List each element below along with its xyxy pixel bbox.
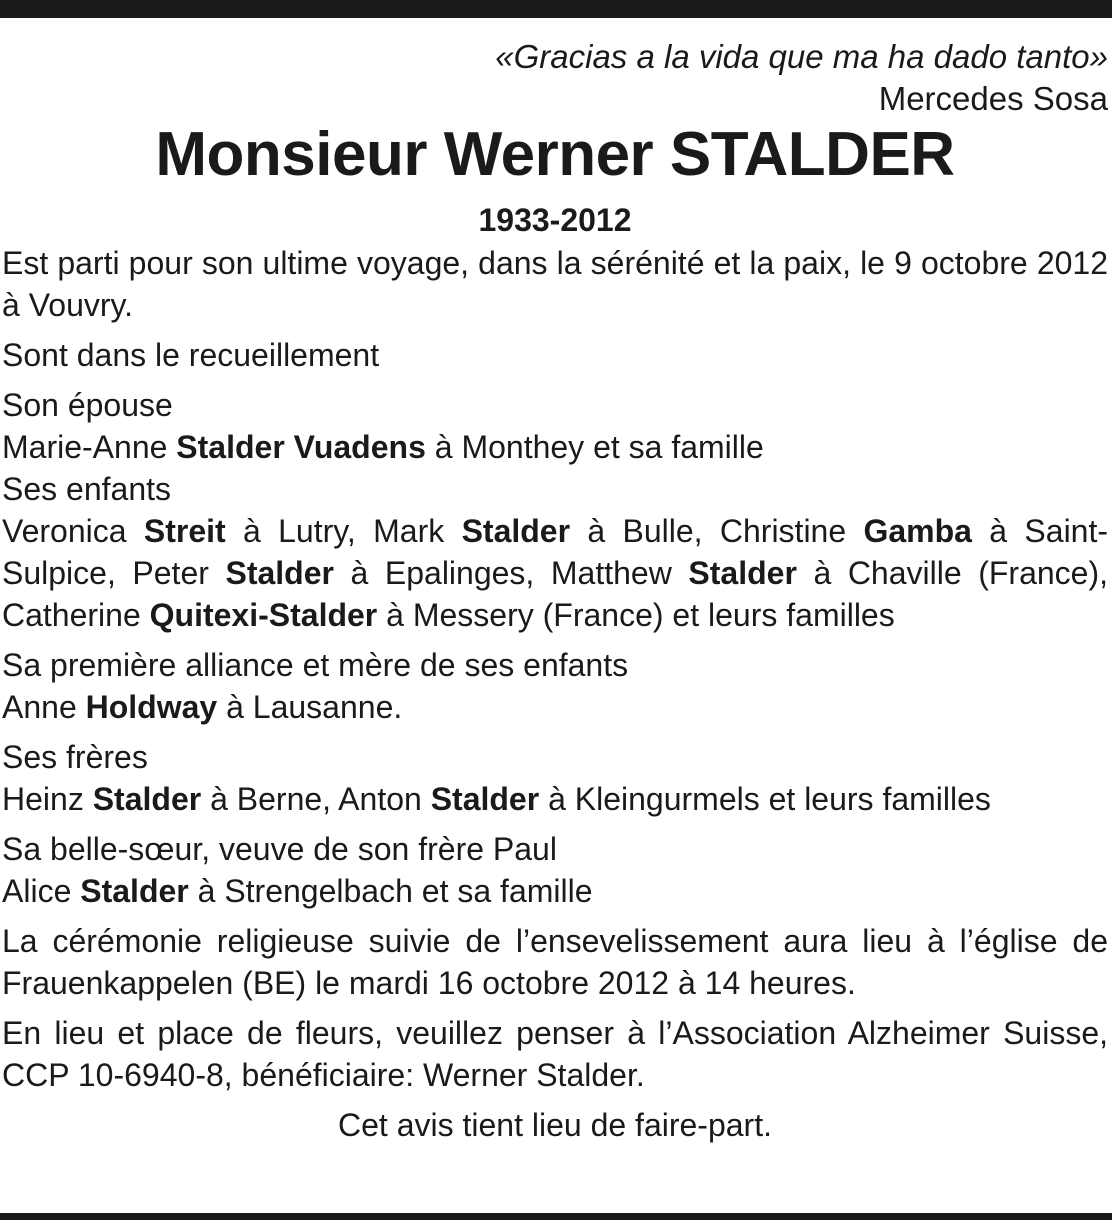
first-alliance-last: Holdway	[85, 689, 218, 725]
life-years: 1933-2012	[478, 202, 632, 238]
sister-in-law-line	[2, 870, 1108, 912]
children-text-1: Veronica	[2, 513, 144, 549]
first-alliance-rest: à Lausanne.	[217, 689, 403, 725]
brother-surname-1: Stalder	[92, 781, 202, 817]
sister-in-law-rest: à Strengelbach et sa famille	[188, 873, 593, 909]
child-surname-3: Gamba	[863, 513, 972, 549]
top-rule	[0, 0, 1112, 18]
spouse-line	[2, 426, 1108, 468]
children-heading: Ses enfants	[2, 471, 171, 507]
children-text-2: à Lutry, Mark	[225, 513, 462, 549]
first-alliance-section	[2, 644, 1108, 728]
obituary-notice	[2, 36, 1108, 1146]
sister-in-law-first: Alice	[2, 873, 81, 909]
spouse-heading: Son épouse	[2, 387, 173, 423]
children-text-5: à Epalinges, Matthew	[333, 555, 689, 591]
children-text-3: à Bulle, Christine	[570, 513, 864, 549]
first-alliance-heading: Sa première alliance et mère de ses enfants	[2, 647, 629, 683]
child-surname-5: Stalder	[688, 555, 797, 591]
brothers-heading: Ses frères	[2, 739, 148, 775]
children-text-4: à Saint-Sulpice, Peter	[2, 513, 1109, 591]
spouse-first: Marie-Anne	[2, 429, 177, 465]
epigraph-author: Mercedes Sosa	[878, 80, 1108, 117]
brothers-text-2: à Berne, Anton	[201, 781, 431, 817]
spouse-rest: à Monthey et sa famille	[425, 429, 764, 465]
children-text-7: à Messery (France) et leurs familles	[377, 597, 895, 633]
intro-text: Est parti pour son ultime voyage, dans la sérénité et la paix, le 9 octobre 2012 à Vouvry.	[2, 245, 1108, 323]
sister-in-law-last: Stalder	[80, 873, 189, 909]
deceased-name: Monsieur Werner STALDER	[155, 120, 955, 189]
spouse-section	[2, 384, 1108, 468]
child-surname-4: Stalder	[225, 555, 334, 591]
child-surname-6: Quitexi-Stalder	[149, 597, 378, 633]
mourning-heading: Sont dans le recueillement	[2, 337, 380, 373]
first-alliance-first: Anne	[2, 689, 86, 725]
ceremony-text: La cérémonie religieuse suivie de l’ensevelissement aura lieu à l’église de Frauenkappelen (BE) le mardi 16 octobre 2012 à 14 heures.	[2, 923, 1108, 1001]
child-surname-2: Stalder	[461, 513, 571, 549]
epigraph-quote: «Gracias a la vida que ma ha dado tanto»	[495, 38, 1108, 75]
donation-text: En lieu et place de fleurs, veuillez penser à l’Association Alzheimer Suisse, CCP 10-6940-8, bénéficiaire: Werner Stalder.	[2, 1015, 1108, 1093]
brothers-section	[2, 736, 1108, 820]
spouse-last: Stalder Vuadens	[176, 429, 426, 465]
sister-in-law-heading: Sa belle-sœur, veuve de son frère Paul	[2, 831, 557, 867]
brothers-text-3: à Kleingurmels et leurs familles	[539, 781, 991, 817]
bottom-rule	[0, 1213, 1112, 1220]
sister-in-law-section	[2, 828, 1108, 912]
first-alliance-line	[2, 686, 1108, 728]
children-text-6: à Chaville (France), Catherine	[2, 555, 1109, 633]
brother-surname-2: Stalder	[430, 781, 540, 817]
closing-text: Cet avis tient lieu de faire-part.	[338, 1107, 772, 1143]
child-surname-1: Streit	[143, 513, 226, 549]
brothers-line	[2, 778, 1108, 820]
brothers-text-1: Heinz	[2, 781, 93, 817]
children-list	[2, 510, 1108, 636]
children-section	[2, 468, 1108, 636]
